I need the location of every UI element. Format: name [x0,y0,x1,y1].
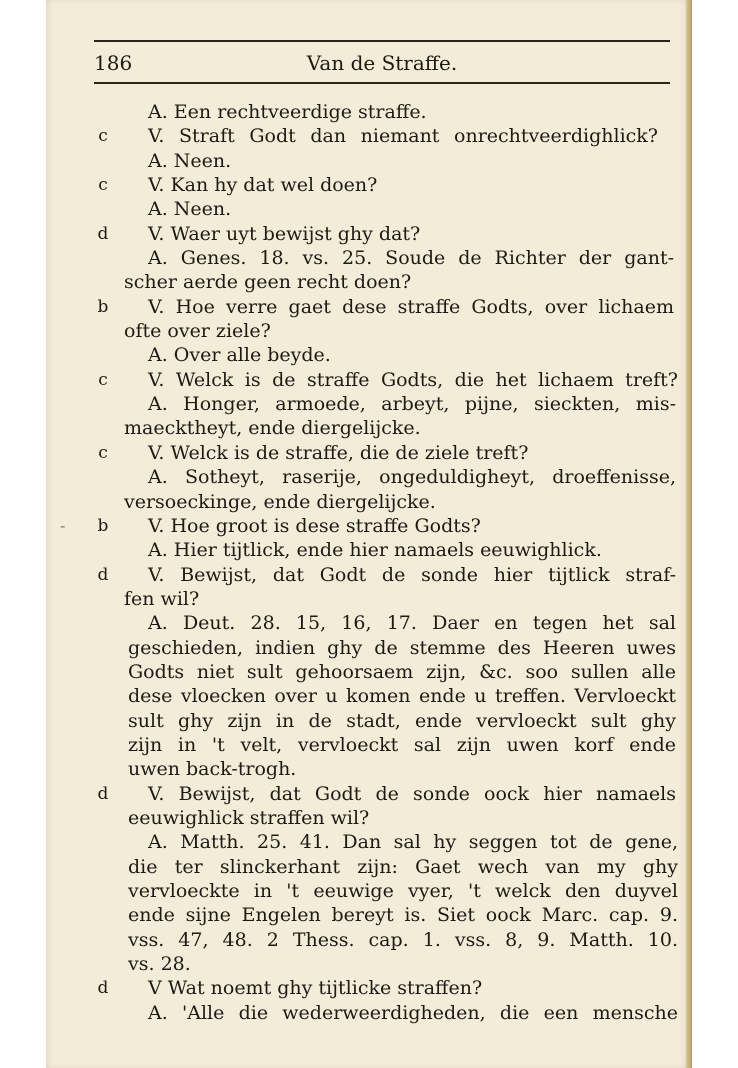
line-text: A. Honger, armoede, arbeyt, pijne, sieckten, mis- [148,393,676,416]
line-text: vss. 47, 48. 2 Thess. cap. 1. vss. 8, 9. Matth. 10. [128,928,678,951]
line-text: ende sijne Engelen bereyt is. Siet oock Marc. cap. 9. [128,904,678,927]
line-text: A. Neen. [148,198,232,221]
text-line [0,684,738,708]
text-line [0,416,738,440]
text-line [0,222,738,246]
text-line [0,952,738,976]
text-line [0,100,738,124]
text-line [0,368,738,392]
line-text: V. Welck is de straffe, die de ziele treft? [148,441,529,464]
margin-letter: c [98,175,108,196]
line-text: zijn in 't velt, vervloeckt sal zijn uwen korf ende [128,733,676,756]
text-line [0,976,738,1000]
running-title: Van de Straffe. [306,51,458,75]
line-text: A. 'Alle die wederweerdigheden, die een mensche [148,1001,678,1024]
line-text: V. Straft Godt dan niemant onrechtveerdighlick? [148,125,658,148]
text-line [0,441,738,465]
line-text: uwen back-trogh. [128,758,297,781]
line-text: fen wil? [124,587,200,610]
text-line [0,733,738,757]
margin-letter: b [97,296,109,317]
line-text: vervloeckte in 't eeuwige vyer, 't welck den duyvel [128,880,678,902]
line-text: A. Een rechtveerdige straffe. [148,101,427,123]
line-text: A. Deut. 28. 15, 16, 17. Daer en tegen het sal [148,612,676,635]
line-text: A. Hier tijtlick, ende hier namaels eeuwighlick. [148,539,602,562]
text-line [0,782,738,806]
line-text: A. Over alle beyde. [148,344,331,367]
header-rule-top [94,40,670,42]
line-text: ofte over ziele? [124,320,271,343]
text-line [0,660,738,684]
text-line [0,830,738,854]
margin-letter: d [97,783,109,804]
line-text: V. Kan hy dat wel doen? [148,174,378,197]
line-text: V. Bewijst, dat Godt de sonde hier tijtlick straf- [148,563,676,586]
body-text [0,100,738,1025]
line-text: V. Waer uyt bewijst ghy dat? [148,222,421,245]
text-line [0,392,738,416]
margin-letter: d [97,564,109,585]
text-line [0,757,738,781]
line-text: die ter slinckerhant zijn: Gaet wech van my ghy [128,855,678,878]
margin-letter: c [98,369,108,390]
line-text: V. Bewijst, dat Godt de sonde oock hier namaels [148,782,676,805]
line-text: V. Hoe groot is dese straffe Godts? [148,514,481,537]
text-line [0,806,738,830]
text-line [0,855,738,879]
margin-letter: c [98,442,108,463]
line-text: V Wat noemt ghy tijtlicke straffen? [148,977,483,1000]
text-line [0,295,738,319]
text-line [0,465,738,489]
text-line [0,173,738,197]
text-line [0,1001,738,1025]
page-number: 186 [94,51,133,75]
text-line [0,124,738,148]
text-line [0,587,738,611]
text-line [0,490,738,514]
header-rule-bottom [94,82,670,84]
line-text: A. Matth. 25. 41. Dan sal hy seggen tot de gene, [148,831,678,854]
line-text: dese vloecken over u komen ende u treffen. Vervloeckt [128,685,676,708]
line-text: A. Genes. 18. vs. 25. Soude de Richter der gant- [148,247,674,270]
text-line [0,903,738,927]
line-text: Godts niet sult gehoorsaem zijn, &c. soo sullen alle [128,660,676,683]
text-line [0,197,738,221]
line-text: eeuwighlick straffen wil? [128,806,370,829]
line-text: geschieden, indien ghy de stemme des Heeren uwes [128,636,676,659]
text-line [0,514,738,538]
line-text: V. Hoe verre gaet dese straffe Godts, over lichaem [148,295,674,318]
line-text: versoeckinge, ende diergelijcke. [124,490,436,513]
text-line [0,928,738,952]
text-line [0,636,738,660]
line-text: maecktheyt, ende diergelijcke. [124,417,421,440]
line-text: sult ghy zijn in de stadt, ende vervloeckt sult ghy [128,709,676,732]
text-line [0,270,738,294]
text-line [0,343,738,367]
text-line [0,879,738,903]
line-text: vs. 28. [128,953,191,976]
margin-letter: b [97,515,109,536]
text-line [0,319,738,343]
text-line [0,611,738,635]
text-line [0,538,738,562]
text-line [0,246,738,270]
text-line [0,563,738,587]
page-header [94,48,670,78]
line-text: scher aerde geen recht doen? [124,271,412,294]
margin-letter: d [97,223,109,244]
line-text: V. Welck is de straffe Godts, die het lichaem treft? [148,368,678,391]
margin-letter: d [97,978,109,999]
line-text: A. Neen. [148,149,232,172]
text-line [0,709,738,733]
line-text: A. Sotheyt, raserije, ongeduldigheyt, droeffenisse, [148,466,676,489]
margin-dash: - [60,515,66,535]
margin-letter: c [98,126,108,147]
text-line [0,149,738,173]
